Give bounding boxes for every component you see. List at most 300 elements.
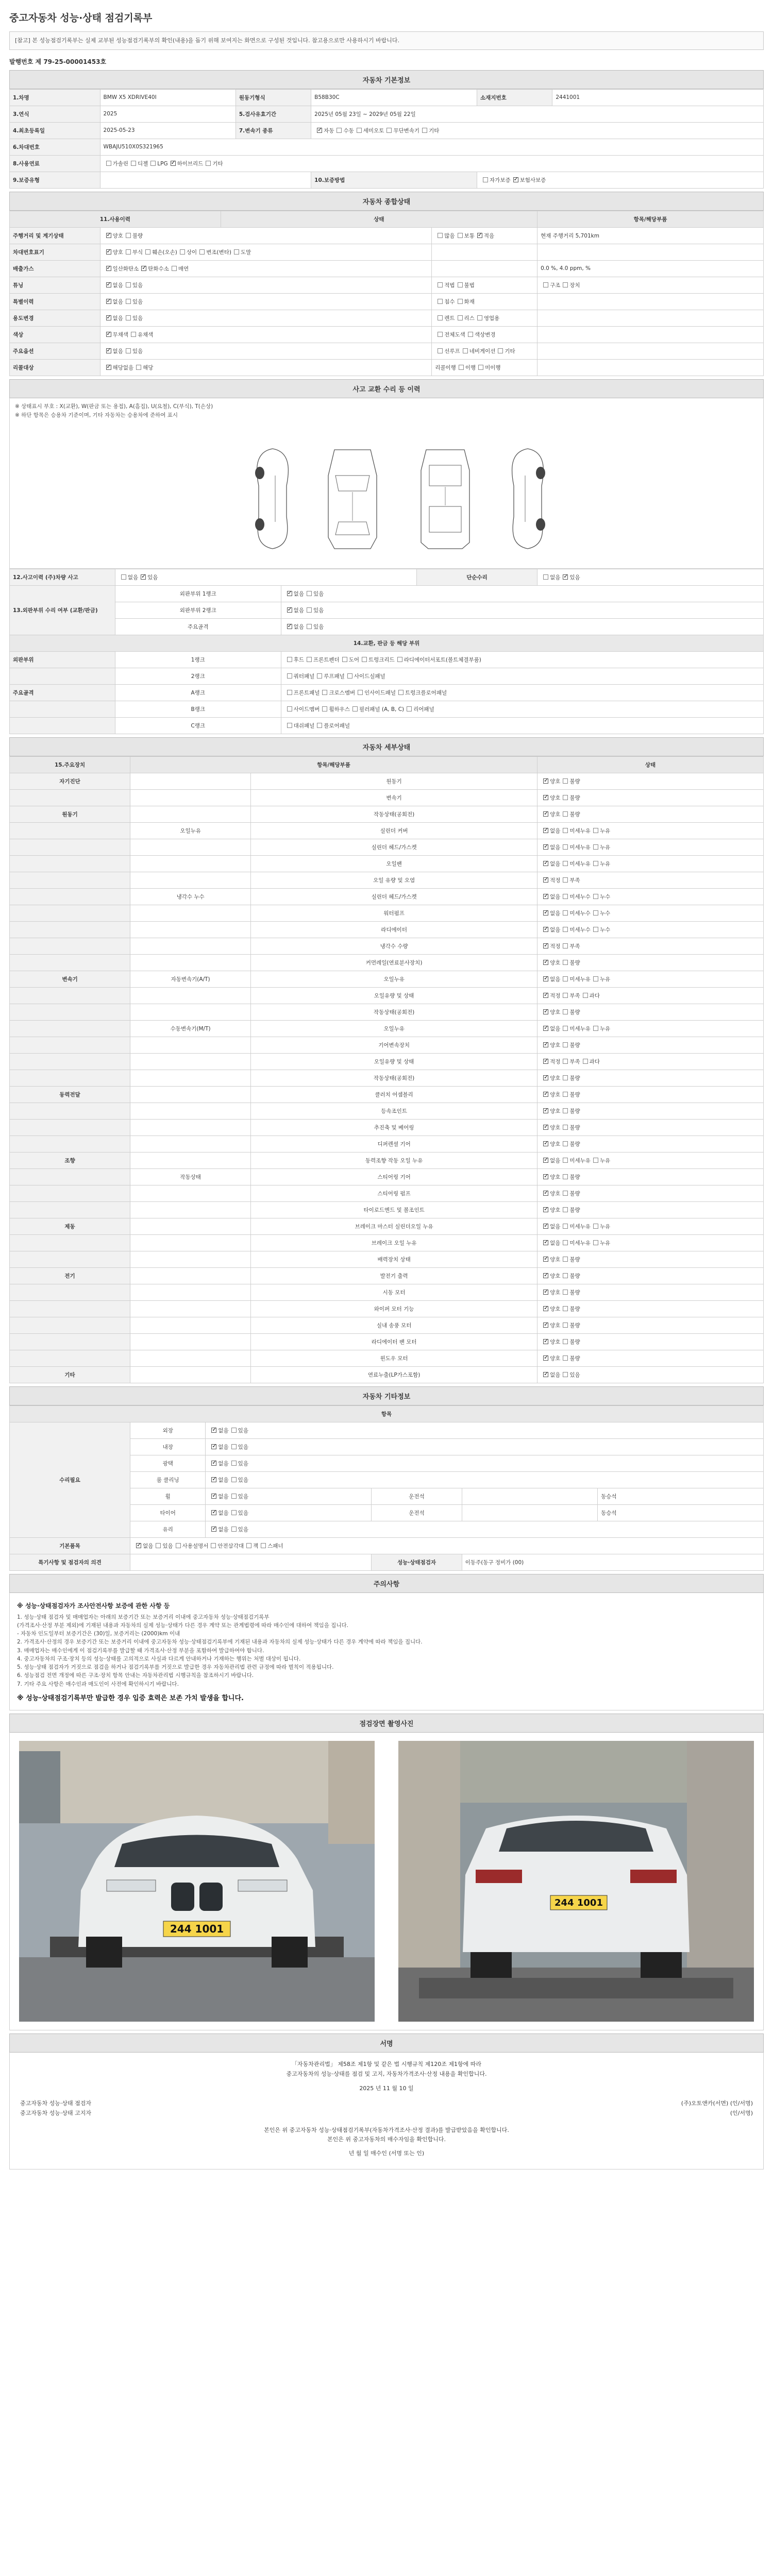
general-mid (432, 277, 537, 293)
detail-item: 변속기 (251, 789, 537, 806)
checkbox[interactable] (477, 233, 482, 238)
checkbox[interactable] (407, 706, 412, 711)
checkbox[interactable] (543, 1306, 548, 1311)
checkbox[interactable] (563, 574, 568, 580)
detail-option: 불량 (569, 1009, 580, 1015)
checkbox[interactable] (287, 657, 292, 662)
basic-items-option: 안전삼각대 (217, 1543, 244, 1549)
checkbox[interactable] (357, 128, 362, 133)
checkbox[interactable] (563, 1224, 568, 1229)
checkbox[interactable] (563, 1092, 568, 1097)
checkbox[interactable] (563, 1290, 568, 1295)
general-right (537, 293, 764, 310)
checkbox[interactable] (438, 348, 443, 353)
checkbox[interactable] (211, 1461, 216, 1466)
basic-label: 4.최초등록일 (10, 122, 100, 139)
checkbox[interactable] (458, 282, 463, 287)
checkbox[interactable] (287, 673, 292, 679)
checkbox[interactable] (543, 927, 548, 932)
checkbox[interactable] (563, 927, 568, 932)
checkbox[interactable] (543, 828, 548, 833)
front-plate: 244 1001 (170, 1923, 224, 1936)
detail-item: 윈도우 모터 (251, 1350, 537, 1366)
general-right (537, 260, 764, 277)
detail-sub (130, 1136, 251, 1152)
checkbox[interactable] (543, 778, 548, 784)
part-option: 후드 (293, 656, 304, 663)
checkbox[interactable] (211, 1477, 216, 1482)
checkbox[interactable] (438, 282, 443, 287)
checkbox[interactable] (150, 161, 156, 166)
checkbox[interactable] (543, 976, 548, 981)
checkbox[interactable] (126, 315, 131, 320)
checkbox[interactable] (307, 607, 312, 613)
table-row (10, 668, 764, 684)
detail-option: 불량 (569, 1042, 580, 1048)
part-option: 플로어패널 (324, 722, 350, 729)
table-row (10, 1037, 764, 1053)
checkbox[interactable] (398, 690, 404, 695)
checkbox[interactable] (106, 266, 111, 271)
checkbox[interactable] (211, 1527, 216, 1532)
detail-item: 오일누유 (251, 1020, 537, 1037)
checkbox[interactable] (397, 657, 402, 662)
detail-option: 불량 (569, 1338, 580, 1345)
detail-option: 양호 (550, 778, 561, 785)
other-options (206, 1438, 764, 1455)
part-group (10, 717, 115, 734)
checkbox[interactable] (593, 1240, 598, 1245)
checkbox[interactable] (145, 249, 150, 255)
checkbox[interactable] (438, 332, 443, 337)
checkbox[interactable] (563, 844, 568, 850)
general-option: 없음 (112, 315, 123, 321)
checkbox[interactable] (543, 1257, 548, 1262)
checkbox[interactable] (543, 1174, 548, 1179)
checkbox[interactable] (543, 1240, 548, 1245)
checkbox[interactable] (543, 1042, 548, 1047)
checkbox[interactable] (563, 960, 568, 965)
checkbox[interactable] (563, 910, 568, 916)
detail-option: 불량 (569, 794, 580, 801)
checkbox[interactable] (422, 128, 427, 133)
checkbox[interactable] (543, 1191, 548, 1196)
checkbox[interactable] (563, 778, 568, 784)
checkbox[interactable] (438, 233, 443, 238)
checkbox[interactable] (543, 1125, 548, 1130)
detail-option: 부족 (569, 877, 580, 884)
checkbox[interactable] (337, 128, 342, 133)
checkbox[interactable] (543, 1009, 548, 1014)
section-notes-title: 주의사항 (9, 1574, 764, 1593)
checkbox[interactable] (543, 1092, 548, 1097)
detail-sub (130, 987, 251, 1004)
checkbox[interactable] (563, 1075, 568, 1080)
checkbox[interactable] (543, 1224, 548, 1229)
simple-option: 있음 (569, 574, 580, 581)
checkbox[interactable] (317, 128, 322, 133)
checkbox[interactable] (543, 877, 548, 883)
notes-bottom: ※ 성능·상태점검기록부만 발급한 경우 입증 효력은 보존 가치 발생을 합니다. (17, 1694, 244, 1702)
checkbox[interactable] (287, 723, 292, 728)
car-right-side-icon (499, 445, 556, 553)
checkbox[interactable] (131, 332, 136, 337)
other-option: 있음 (238, 1444, 248, 1450)
checkbox[interactable] (121, 574, 126, 580)
detail-item: 추진축 및 베어링 (251, 1119, 537, 1136)
checkbox[interactable] (106, 315, 111, 320)
general-option: 없음 (112, 298, 123, 305)
checkbox[interactable] (543, 1323, 548, 1328)
checkbox[interactable] (563, 1191, 568, 1196)
detail-group (10, 938, 130, 954)
checkbox[interactable] (231, 1527, 237, 1532)
general-mid-option: 기타 (505, 348, 515, 354)
detail-group (10, 1284, 130, 1300)
checkbox[interactable] (386, 128, 392, 133)
checkbox[interactable] (593, 844, 598, 850)
checkbox[interactable] (543, 282, 548, 287)
checkbox[interactable] (543, 960, 548, 965)
checkbox[interactable] (543, 811, 548, 817)
checkbox[interactable] (136, 365, 141, 370)
checkbox[interactable] (543, 1141, 548, 1146)
detail-option: 양호 (550, 1306, 561, 1312)
checkbox[interactable] (459, 365, 464, 370)
checkbox[interactable] (543, 1355, 548, 1361)
checkbox[interactable] (563, 1240, 568, 1245)
detail-option: 불량 (569, 1256, 580, 1263)
basic-label: 6.차대번호 (10, 139, 100, 155)
checkbox[interactable] (211, 1428, 216, 1433)
checkbox[interactable] (563, 811, 568, 817)
general-right (537, 326, 764, 343)
sign-left-2: 중고자동차 성능·상태 고지자 (20, 2109, 92, 2116)
checkbox[interactable] (563, 1339, 568, 1344)
part-option: 인사이드패널 (364, 689, 396, 696)
checkbox[interactable] (322, 690, 327, 695)
accident-table (9, 569, 764, 734)
checkbox[interactable] (322, 706, 327, 711)
detail-group (10, 839, 130, 855)
checkbox[interactable] (563, 1355, 568, 1361)
checkbox[interactable] (106, 332, 111, 337)
checkbox[interactable] (106, 299, 111, 304)
checkbox[interactable] (307, 657, 312, 662)
checkbox[interactable] (543, 844, 548, 850)
checkbox[interactable] (231, 1461, 237, 1466)
table-row (10, 1070, 764, 1086)
checkbox[interactable] (231, 1444, 237, 1449)
general-option: 매연 (178, 265, 189, 272)
other-item: 룸 클리닝 (130, 1471, 206, 1488)
checkbox[interactable] (106, 233, 111, 238)
checkbox[interactable] (563, 943, 568, 948)
general-option: 유채색 (137, 331, 154, 338)
mileage-value-label: 현재 주행거리 (541, 232, 574, 239)
checkbox[interactable] (593, 927, 598, 932)
checkbox[interactable] (438, 299, 443, 304)
legend-line-2: ※ 하단 항목은 승용차 기준이며, 기타 자동차는 승용차에 준하여 표시 (15, 412, 178, 418)
inspector-note-value (130, 1554, 372, 1570)
checkbox[interactable] (458, 299, 463, 304)
checkbox[interactable] (593, 1026, 598, 1031)
checkbox[interactable] (106, 348, 111, 353)
checkbox[interactable] (478, 365, 483, 370)
checkbox[interactable] (206, 161, 211, 166)
checkbox[interactable] (180, 249, 185, 255)
basic-items-option: 잭 (253, 1543, 259, 1549)
checkbox[interactable] (543, 1339, 548, 1344)
other-option: 있음 (238, 1510, 248, 1516)
table-row (10, 277, 764, 293)
checkbox[interactable] (171, 161, 176, 166)
checkbox[interactable] (211, 1494, 216, 1499)
checkbox[interactable] (543, 1158, 548, 1163)
checkbox[interactable] (563, 976, 568, 981)
checkbox[interactable] (126, 233, 131, 238)
checkbox[interactable] (458, 233, 463, 238)
basic-label: 10.보증방법 (311, 172, 477, 188)
checkbox[interactable] (468, 332, 473, 337)
checkbox[interactable] (141, 574, 146, 580)
checkbox[interactable] (563, 1372, 568, 1377)
detail-item: 라디에이터 (251, 921, 537, 938)
checkbox[interactable] (543, 1290, 548, 1295)
rear-plate: 244 1001 (554, 1897, 603, 1909)
transmission-options (311, 122, 764, 139)
checkbox[interactable] (287, 591, 292, 596)
checkbox[interactable] (358, 690, 363, 695)
detail-item: 배력장치 상태 (251, 1251, 537, 1267)
checkbox[interactable] (231, 1510, 237, 1515)
checkbox[interactable] (563, 993, 568, 998)
checkbox[interactable] (543, 1207, 548, 1212)
checkbox[interactable] (563, 282, 568, 287)
checkbox[interactable] (563, 1207, 568, 1212)
checkbox[interactable] (543, 1108, 548, 1113)
basic-label: 8.사용연료 (10, 155, 100, 172)
part-rank: C랭크 (115, 717, 281, 734)
checkbox[interactable] (563, 1306, 568, 1311)
car-top-front-icon (319, 445, 386, 553)
checkbox[interactable] (287, 690, 292, 695)
checkbox[interactable] (231, 1477, 237, 1482)
checkbox[interactable] (261, 1543, 266, 1548)
warranty-option: 보험사보증 (519, 177, 546, 183)
part-group: 주요골격 (10, 684, 115, 701)
checkbox[interactable] (593, 828, 598, 833)
detail-option: 누수 (599, 926, 611, 933)
detail-option: 미세누유 (569, 860, 591, 867)
checkbox[interactable] (543, 1372, 548, 1377)
part-option: 크로스멤버 (329, 689, 356, 696)
checkbox[interactable] (106, 365, 111, 370)
detail-group: 변속기 (10, 971, 130, 987)
checkbox[interactable] (362, 657, 367, 662)
checkbox[interactable] (563, 1125, 568, 1130)
table-row (10, 1251, 764, 1267)
checkbox[interactable] (563, 1273, 568, 1278)
checkbox[interactable] (106, 282, 111, 287)
table-row (10, 310, 764, 326)
detail-item: 디퍼렌셜 기어 (251, 1136, 537, 1152)
section-accident-title: 사고 교환 수리 등 이력 (9, 379, 764, 398)
table-row (10, 260, 764, 277)
detail-item: 연료누출(LP가스포함) (251, 1366, 537, 1383)
checkbox[interactable] (593, 1158, 598, 1163)
general-options (100, 359, 432, 376)
checkbox[interactable] (593, 861, 598, 866)
checkbox[interactable] (563, 1158, 568, 1163)
checkbox[interactable] (136, 1543, 141, 1548)
checkbox[interactable] (317, 673, 322, 679)
checkbox[interactable] (543, 861, 548, 866)
checkbox[interactable] (246, 1543, 251, 1548)
checkbox[interactable] (543, 1026, 548, 1031)
checkbox[interactable] (131, 161, 136, 166)
checkbox[interactable] (234, 249, 239, 255)
checkbox[interactable] (563, 795, 568, 800)
checkbox[interactable] (563, 828, 568, 833)
checkbox[interactable] (563, 894, 568, 899)
checkbox[interactable] (583, 1059, 588, 1064)
checkbox[interactable] (563, 1257, 568, 1262)
table-row (10, 172, 764, 188)
detail-option: 양호 (550, 1355, 561, 1362)
checkbox[interactable] (498, 348, 503, 353)
general-options (100, 277, 432, 293)
checkbox[interactable] (563, 1009, 568, 1014)
general-mid (432, 343, 537, 359)
checkbox[interactable] (317, 723, 322, 728)
detail-group (10, 1317, 130, 1333)
table-row (10, 987, 764, 1004)
table-row (10, 1218, 764, 1234)
checkbox[interactable] (543, 910, 548, 916)
detail-option: 없음 (550, 926, 561, 933)
checkbox[interactable] (287, 706, 292, 711)
checkbox[interactable] (593, 894, 598, 899)
checkbox[interactable] (543, 1273, 548, 1278)
checkbox[interactable] (563, 1323, 568, 1328)
checkbox[interactable] (347, 673, 352, 679)
checkbox[interactable] (106, 249, 111, 255)
table-row (10, 1020, 764, 1037)
detail-item: 시동 모터 (251, 1284, 537, 1300)
checkbox[interactable] (543, 574, 548, 580)
checkbox[interactable] (593, 1224, 598, 1229)
checkbox[interactable] (199, 249, 205, 255)
checkbox[interactable] (211, 1444, 216, 1449)
checkbox[interactable] (141, 266, 146, 271)
table-row (10, 1422, 764, 1438)
checkbox[interactable] (563, 1059, 568, 1064)
basic-label: 7.변속기 종류 (236, 122, 311, 139)
checkbox[interactable] (106, 161, 111, 166)
checkbox[interactable] (231, 1428, 237, 1433)
checkbox[interactable] (563, 861, 568, 866)
detail-option: 양호 (550, 1207, 561, 1213)
checkbox[interactable] (287, 624, 292, 629)
checkbox[interactable] (156, 1543, 161, 1548)
checkbox[interactable] (458, 315, 463, 320)
checkbox[interactable] (176, 1543, 181, 1548)
checkbox[interactable] (352, 706, 358, 711)
checkbox[interactable] (477, 315, 482, 320)
detail-group (10, 921, 130, 938)
detail-option: 불량 (569, 1075, 580, 1081)
checkbox[interactable] (543, 894, 548, 899)
checkbox[interactable] (287, 607, 292, 613)
checkbox[interactable] (563, 877, 568, 883)
detail-sub (130, 1300, 251, 1317)
checkbox[interactable] (126, 249, 131, 255)
checkbox[interactable] (563, 1108, 568, 1113)
table-row (10, 635, 764, 651)
checkbox[interactable] (543, 795, 548, 800)
notes-line: 2. 가격조사·산정의 경우 보증기간 또는 보증거리 이내에 중고자동차 성능·상태점검기록부에 기재된 내용과 자동차의 실제 성능·상태가 다른 경우 계약에 따라 책임을 집니다. (17, 1639, 423, 1646)
detail-item: 동력조향 작동 오일 누유 (251, 1152, 537, 1168)
checkbox[interactable] (563, 1042, 568, 1047)
basic-value: WBAJU510X0S321965 (100, 139, 763, 155)
detail-options (537, 1119, 764, 1136)
detail-option: 불량 (569, 1141, 580, 1147)
checkbox[interactable] (438, 315, 443, 320)
part-option: 트렁크리드 (368, 656, 395, 663)
checkbox[interactable] (211, 1543, 216, 1548)
checkbox[interactable] (126, 348, 131, 353)
checkbox[interactable] (463, 348, 468, 353)
checkbox[interactable] (231, 1494, 237, 1499)
checkbox[interactable] (543, 993, 548, 998)
general-right (537, 310, 764, 326)
checkbox[interactable] (543, 943, 548, 948)
checkbox[interactable] (307, 624, 312, 629)
checkbox[interactable] (543, 1075, 548, 1080)
checkbox[interactable] (513, 177, 518, 182)
detail-option: 불량 (569, 1306, 580, 1312)
other-option: 없음 (218, 1510, 229, 1516)
checkbox[interactable] (583, 993, 588, 998)
detail-sub: 수동변속기(M/T) (130, 1020, 251, 1037)
checkbox[interactable] (563, 1141, 568, 1146)
checkbox[interactable] (211, 1510, 216, 1515)
general-mid-option: 적법 (444, 282, 455, 289)
checkbox[interactable] (342, 657, 347, 662)
fuel-options (100, 155, 763, 172)
other-option: 있음 (238, 1460, 248, 1467)
detail-option: 없음 (550, 844, 561, 851)
checkbox[interactable] (593, 976, 598, 981)
checkbox[interactable] (593, 910, 598, 916)
checkbox[interactable] (172, 266, 177, 271)
checkbox[interactable] (563, 1174, 568, 1179)
fuel-option: 하이브리드 (177, 160, 204, 167)
detail-group: 자기진단 (10, 773, 130, 789)
checkbox[interactable] (126, 282, 131, 287)
general-mid-option: 선루프 (444, 348, 460, 354)
checkbox[interactable] (307, 591, 312, 596)
checkbox[interactable] (563, 1026, 568, 1031)
basic-label: 9.보증유형 (10, 172, 100, 188)
checkbox[interactable] (126, 299, 131, 304)
notes-line: 3. 매매업자는 매수인에게 이 점검기록부를 발급할 때 가격조사·산정 부분을 포함하여 발급하여야 합니다. (17, 1647, 264, 1654)
detail-sub (130, 1317, 251, 1333)
checkbox[interactable] (543, 1059, 548, 1064)
checkbox[interactable] (483, 177, 488, 182)
detail-item: 오일팬 (251, 855, 537, 872)
